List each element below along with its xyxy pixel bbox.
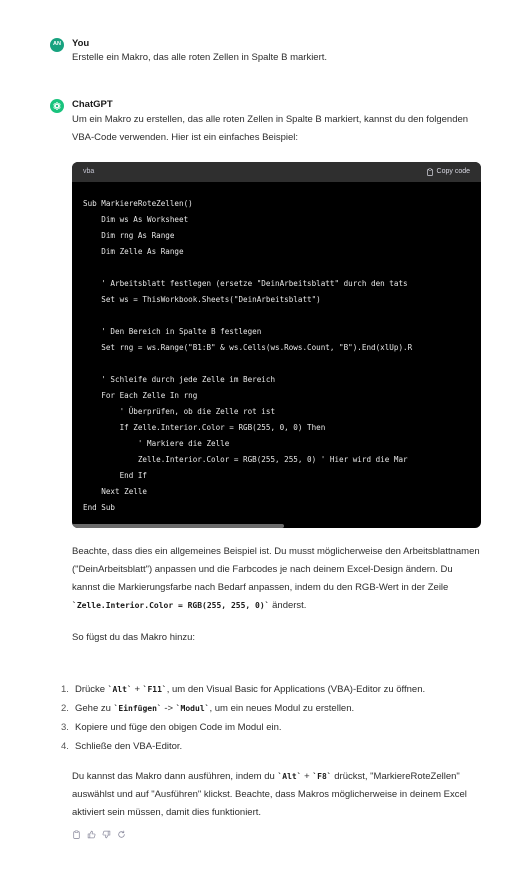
thumbs-up-icon[interactable] — [87, 830, 96, 839]
inline-code: `Zelle.Interior.Color = RGB(255, 255, 0)` — [72, 601, 270, 610]
assistant-name: ChatGPT — [72, 99, 113, 110]
regenerate-icon[interactable] — [117, 830, 126, 839]
user-message-text: Erstelle ein Makro, das alle roten Zellen in Spalte B markiert. — [72, 52, 328, 63]
openai-logo-icon — [52, 101, 62, 111]
copy-code-label: Copy code — [436, 168, 470, 175]
code-block — [72, 162, 481, 528]
list-item: 1. Drücke `Alt` + `F11`, um den Visual Basic for Applications (VBA)-Editor zu öffnen. — [61, 684, 426, 695]
assistant-intro: Um ein Makro zu erstellen, das alle roten Zellen in Spalte B markiert, kannst du den folgenden VBA-Code verwenden. Hier ist ein einfaches Beispiel: — [72, 114, 469, 143]
message-actions — [72, 830, 126, 839]
list-item: 3. Kopiere und füge den obigen Code im Modul ein. — [61, 722, 282, 733]
assistant-outro: Du kannst das Makro dann ausführen, indem du `Alt` + `F8` drückst, "MarkiereRoteZellen" auswählst und auf "Ausführen" klickst. Beachte, dass Makros möglicherweise in deinem Excel aktiviert sein müssen, damit dies funktioniert. — [72, 771, 467, 818]
copy-icon[interactable] — [72, 830, 81, 839]
code-content: Sub MarkiereRoteZellen() Dim ws As Worksheet Dim rng As Range Dim Zelle As Range ' Arbeitsblatt festlegen (ersetze "DeinArbeitsblatt" durch den tats Set ws = ThisWorkbook.Sheets("DeinArbeitsblatt") ' Den Bereich in Spalte B festlegen Set rng = ws.Range("B1:B" & ws.Cells(ws.Rows.Count, "B").End(xlUp).R ' Schleife durch jede Zelle im Bereich For Each Zelle In rng ' Überprüfen, ob die Zelle rot ist If Zelle.Interior.Color = RGB(255, 0, 0) Then ' Markiere die Zelle Zelle.Interior.Color = RGB(255, 255, 0) ' Hier wird die Mar End If Next Zelle End Sub — [83, 199, 413, 512]
user-name: You — [72, 38, 90, 49]
chatgpt-avatar — [50, 99, 64, 113]
code-language: vba — [83, 168, 95, 175]
list-item: 4. Schließe den VBA-Editor. — [61, 741, 183, 752]
thumbs-down-icon[interactable] — [102, 830, 111, 839]
assistant-note: Beachte, dass dies ein allgemeines Beispiel ist. Du musst möglicherweise den Arbeitsblattnamen ("DeinArbeitsblatt") anpassen und die Farbcodes je nach deinem Excel-Design ändern. Du kannst die Markierungsfarbe nach Bedarf anpassen, indem du den RGB-Wert in der Zeile `Zelle.Interior.Color = RGB(255, 255, 0)` änderst. — [72, 546, 480, 611]
steps-list — [61, 681, 481, 756]
code-horizontal-scrollbar[interactable] — [72, 524, 284, 528]
user-avatar: AN — [50, 38, 64, 52]
list-item: 2. Gehe zu `Einfügen` -> `Modul`, um ein neues Modul zu erstellen. — [61, 703, 355, 714]
clipboard-icon — [426, 168, 434, 176]
copy-code-button[interactable] — [426, 163, 470, 181]
code-header — [72, 162, 481, 182]
howto-title: So fügst du das Makro hinzu: — [72, 632, 196, 643]
